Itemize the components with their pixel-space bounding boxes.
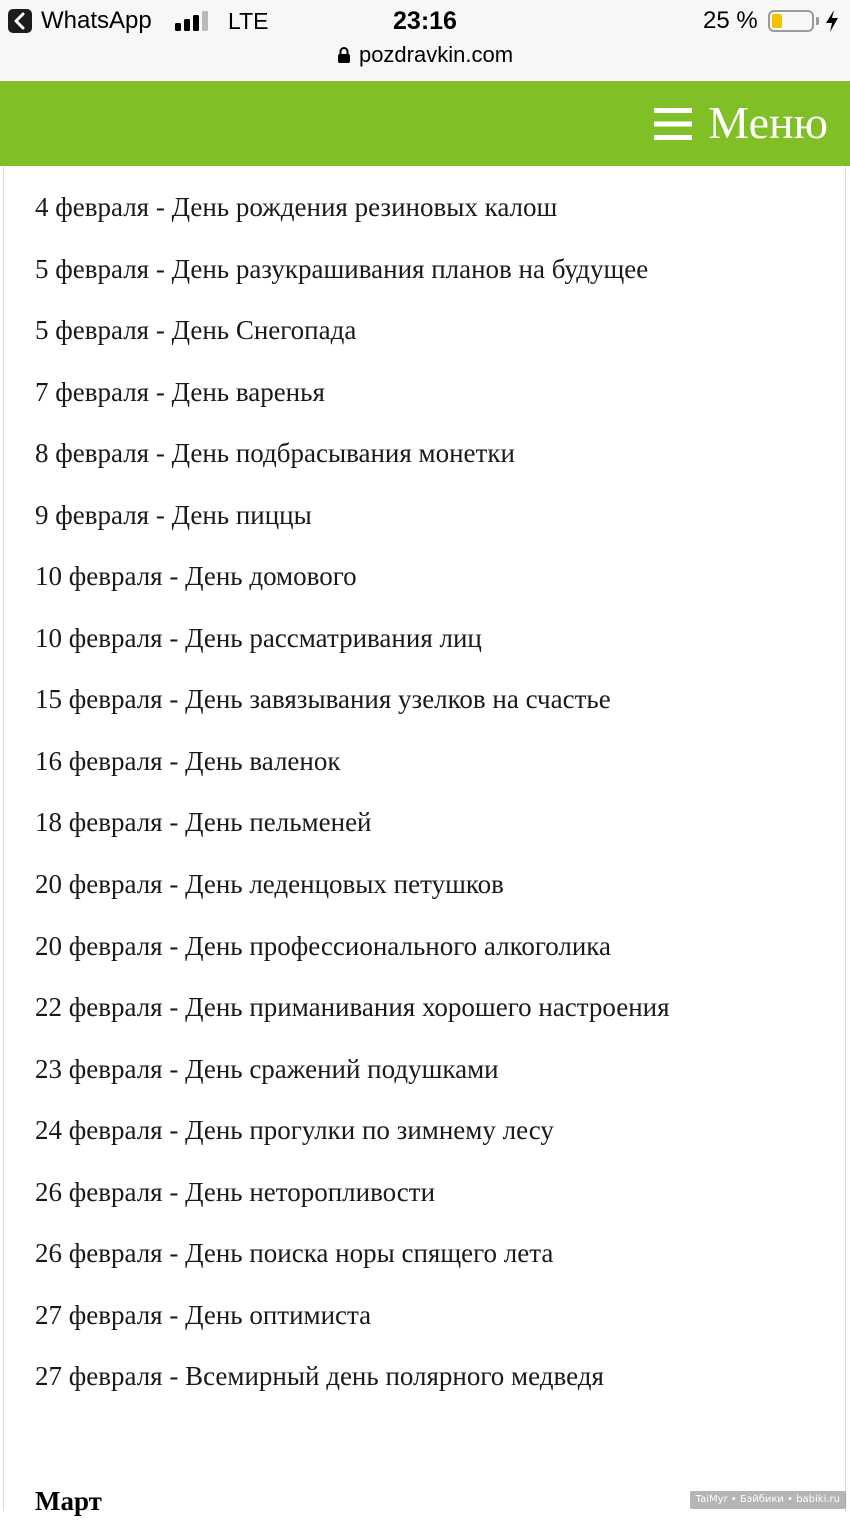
section-heading-march: Март	[35, 1486, 102, 1516]
list-item: 8 февраля - День подбрасывания монетки	[35, 438, 515, 469]
list-item: 15 февраля - День завязывания узелков на счастье	[35, 684, 611, 715]
back-app-label[interactable]: WhatsApp	[41, 7, 152, 34]
content-border-left	[3, 166, 4, 1511]
status-bar	[0, 0, 850, 80]
address-bar[interactable]	[0, 40, 850, 70]
list-item: 4 февраля - День рождения резиновых калош	[35, 192, 558, 222]
menu-button[interactable]	[654, 95, 828, 151]
site-header	[0, 81, 850, 166]
content-border-right	[845, 166, 846, 1511]
list-item: 27 февраля - Всемирный день полярного медведя	[35, 1361, 604, 1392]
list-item: 20 февраля - День профессионального алкоголика	[35, 930, 612, 961]
article-content	[0, 166, 850, 1516]
charging-bolt-icon	[824, 9, 840, 33]
list-item: 16 февраля - День валенок	[35, 745, 341, 776]
watermark: TaiMyr • Бэйбики • babiki.ru	[690, 1491, 846, 1509]
list-item: 26 февраля - День неторопливости	[35, 1176, 436, 1207]
list-item: 22 февраля - День приманивания хорошего настроения	[35, 992, 670, 1023]
list-item: 23 февраля - День сражений подушками	[35, 1053, 499, 1084]
battery-level-fill	[772, 14, 782, 28]
list-item: 20 февраля - День леденцовых петушков	[35, 869, 504, 900]
list-item: 9 февраля - День пиццы	[35, 499, 312, 530]
battery-tip	[816, 17, 819, 25]
url-text: pozdravkin.com	[358, 42, 514, 67]
hamburger-icon	[654, 107, 692, 141]
list-item: 18 февраля - День пельменей	[35, 807, 372, 838]
list-item: 7 февраля - День варенья	[35, 376, 325, 407]
holiday-list	[35, 184, 670, 1415]
menu-label: Меню	[708, 97, 828, 148]
list-item: 26 февраля - День поиска норы спящего лета	[35, 1238, 554, 1269]
lock-icon	[337, 46, 351, 64]
battery-percent: 25 %	[703, 7, 758, 34]
list-item: 10 февраля - День домового	[35, 561, 357, 592]
list-item: 5 февраля - День Снегопада	[35, 315, 357, 346]
list-item: 27 февраля - День оптимиста	[35, 1299, 372, 1330]
battery-icon	[768, 10, 814, 32]
list-item: 24 февраля - День прогулки по зимнему лесу	[35, 1115, 554, 1146]
clock: 23:16	[393, 7, 457, 35]
network-type: LTE	[228, 8, 269, 34]
list-item: 10 февраля - День рассматривания лиц	[35, 622, 482, 653]
list-item: 5 февраля - День разукрашивания планов на будущее	[35, 253, 649, 284]
